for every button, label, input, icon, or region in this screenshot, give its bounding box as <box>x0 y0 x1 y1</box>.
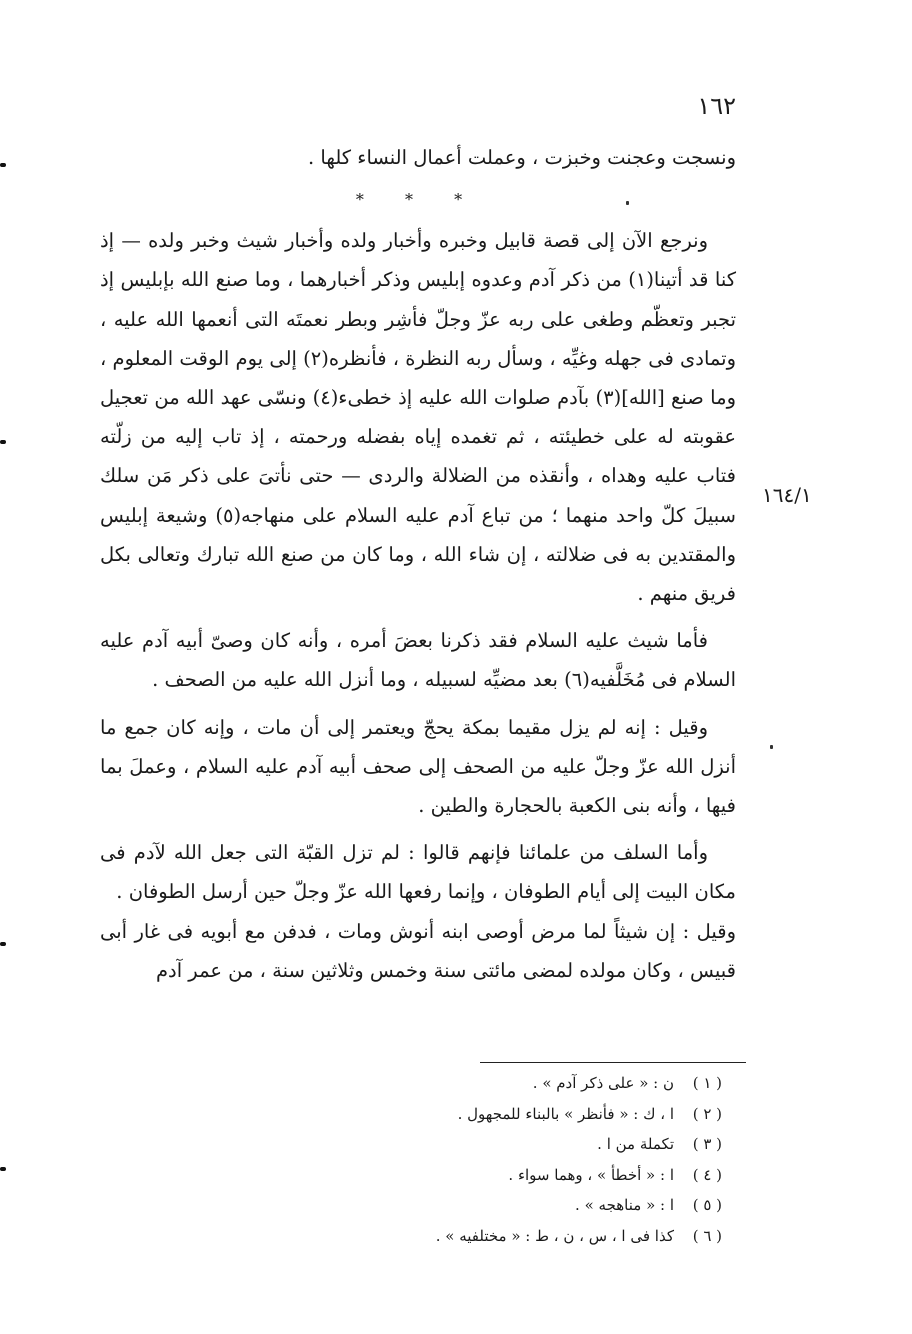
paragraph-1: ونسجت وعجنت وخبزت ، وعملت أعمال النساء كلها . <box>308 146 736 169</box>
footnote-text: ا : « مناهجه » . <box>575 1196 674 1214</box>
footnote-number: ( ٤ ) <box>692 1165 722 1184</box>
footnote-number: ( ٣ ) <box>692 1135 722 1153</box>
footnote-text: تكملة من ا . <box>597 1135 674 1153</box>
footnote-number: ( ٦ ) <box>692 1226 722 1245</box>
footnote-2 <box>302 1099 722 1130</box>
paragraph-6: وقيل : إن شيثاً لما مرض أوصى ابنه أنوش ومات ، فدفن مع أبويه فى غار أبى قبيس ، وكان مولده لمضى مائتى سنة وخمس وثلاثين سنة ، من عمر آدم <box>100 919 736 982</box>
paragraph-2: ونرجع الآن إلى قصة قابيل وخبره وأخبار ولده وأخبار شيث وخبر ولده — إذ كنا قد أتينا(١) من ذكر آدم وعدوه إبليس وذكر أخبارهما ، وما صنع الله بإبليس إذ تجبر وتعظّم وطغى على ربه عزّ وجلّ فأشِر وبطر نعمتَه التى أنعمها الله عليه ، وتمادى فى جهله وغيِّه ، وسأل ربه النظرة ، فأنظره(٢) إلى يوم الوقت المعلوم ، وما صنع [الله](٣) بآدم صلوات الله عليه إذ خطىء(٤) ونسّى عهد الله من تعجيل عقوبته له على خطيئته ، ثم تغمده إياه بفضله ورحمته ، إذ تاب إليه من زلّته فتاب عليه وهداه ، وأنقذه من الضلالة والردى — حتى نأتىَ على ذكر مَن سلك سبيلَ كلّ واحد منهما ؛ من تباع آدم عليه السلام على منهاجه(٥) وشيعة إبليس والمقتدين به فى ضلالته ، إن شاء الله ، وما كان من صنع الله تبارك وتعالى بكل فريق منهم . <box>100 229 736 606</box>
paragraph-3: فأما شيث عليه السلام فقد ذكرنا بعضَ أمره ، وأنه كان وصىّ أبيه آدم عليه السلام فى مُخَلَّفيه(٦) بعد مضيِّه لسبيله ، وما أنزل الله عليه من الصحف . <box>100 629 736 692</box>
footnote-text: كذا فى ا ، س ، ن ، ط : « مختلفيه » . <box>435 1226 674 1245</box>
paragraph-5: وأما السلف من علمائنا فإنهم قالوا : لم تزل القبّة التى جعل الله لآدم فى مكان البيت إلى أيام الطوفان ، وإنما رفعها الله عزّ وجلّ حين أرسل الطوفان . <box>100 841 736 904</box>
footnote-6 <box>302 1221 722 1252</box>
footnote-text: ا : « أخطأ » ، وهما سواء . <box>508 1165 674 1184</box>
footnote-number: ( ٢ ) <box>692 1104 722 1123</box>
scan-mark <box>0 440 6 444</box>
footnote-text: ا ، ك : « فأنظر » بالبناء للمجهول . <box>457 1104 674 1123</box>
scan-mark <box>0 942 6 946</box>
main-text <box>100 138 736 990</box>
footnotes <box>302 1068 722 1251</box>
page-number: ١٦٢ <box>697 92 736 120</box>
footnote-5 <box>302 1190 722 1221</box>
section-ornament: * * * <box>355 190 481 210</box>
scan-mark <box>0 163 6 167</box>
footnote-number: ( ١ ) <box>692 1074 722 1092</box>
scan-mark <box>770 745 773 749</box>
margin-reference: ١٦٤/١ <box>762 483 812 507</box>
footnote-divider <box>480 1062 746 1063</box>
footnote-3 <box>302 1129 722 1160</box>
footnote-4 <box>302 1160 722 1191</box>
paragraph-4: وقيل : إنه لم يزل مقيما بمكة يحجّ ويعتمر إلى أن مات ، وإنه كان جمع ما أنزل الله عزّ وجلّ عليه من الصحف إلى صحف أبيه آدم عليه السلام ، وعملَ بما فيها ، وأنه بنى الكعبة بالحجارة والطين . <box>100 715 736 818</box>
footnote-text: ن : « على ذكر آدم » . <box>532 1074 674 1092</box>
scan-mark <box>626 201 629 205</box>
footnote-1 <box>302 1068 722 1099</box>
footnote-number: ( ٥ ) <box>692 1196 722 1214</box>
scan-mark <box>0 1167 6 1171</box>
